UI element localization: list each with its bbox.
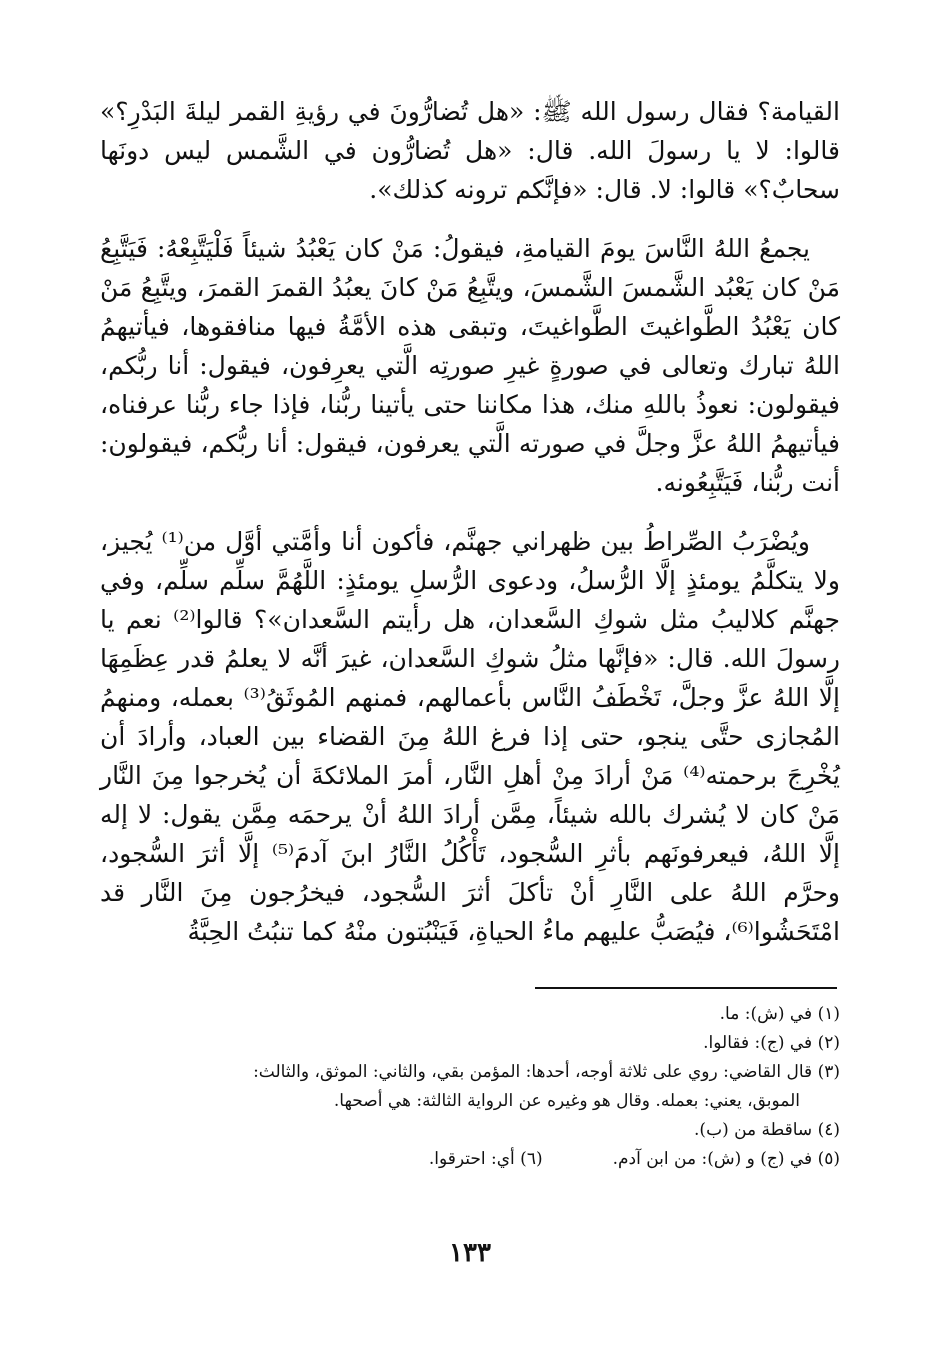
- footnote-5: (٥) في (ج) و (ش): من ابن آدم.: [612, 1149, 840, 1169]
- footnotes: [100, 1000, 840, 1174]
- footnote-6: (٦) أي: احترقوا.: [428, 1149, 543, 1169]
- footnote-1: (١) في (ش): ما.: [719, 1004, 840, 1024]
- main-text: [100, 92, 840, 951]
- footnote-3: (٣) قال القاضي: روي على ثلاثة أوجه، أحدها: المؤمن بقي، والثاني: الموثق، والثالث:: [253, 1062, 840, 1082]
- footnote-4: (٤) ساقطة من (ب).: [694, 1120, 840, 1140]
- footnote-row-5-6: [100, 1145, 840, 1174]
- paragraph-3: ويُضْرَبُ الصِّراطُ بين ظهراني جهنَّم، فأكون أنا وأمَّتي أوَّل من⁽¹⁾ يُجيز، ولا يتكلَّمُ يومئذٍ إلَّا الرُّسلُ، ودعوى الرُّسلِ يومئذٍ: اللَّهُمَّ سلِّم سلِّم، وفي جهنَّم كلاليبُ مثل شوكِ السَّعدان، هل رأيتم السَّعدان»؟ قالوا⁽²⁾ نعم يا رسولَ الله. قال: «فإنَّها مثلُ شوكِ السَّعدان، غيرَ أنَّه لا يعلمُ قدر عِظَمِهَا إلَّا اللهُ عزَّ وجلَّ، تَخْطَفُ النَّاس بأعمالهم، فمنهم المُوثَقُ⁽³⁾ بعمله، ومنهمُ المُجازى حتَّى ينجو، حتى إذا فرغ اللهُ مِنَ القضاء بين العباد، وأرادَ أن يُخْرِجَ برحمته⁽⁴⁾ مَنْ أرادَ مِنْ أهلِ النَّار، أمرَ الملائكةَ أن يُخرجوا مِنَ النَّار مَنْ كان لا يُشرك بالله شيئاً، مِمَّن أرادَ اللهُ أنْ يرحمَه مِمَّن يقول: لا إله إلَّا اللهُ، فيعرفونَهم بأثرِ السُّجود، تَأْكُلُ النَّارُ ابنَ آدمَ⁽⁵⁾ إلَّا أثرَ السُّجود، وحرَّم اللهُ على النَّارِ أنْ تأكلَ أثرَ السُّجود، فيخرُجون مِنَ النَّار قد امْتَحَشُوا⁽⁶⁾، فيُصَبُّ عليهم ماءُ الحياةِ، فَيَنْبُتون منْهُ كما تنبُتُ الحِبَّةُ: [100, 527, 840, 946]
- footnote-divider: [535, 987, 837, 989]
- page-number: ١٣٣: [449, 1238, 491, 1268]
- footnote-2: (٢) في (ج): فقالوا.: [703, 1033, 840, 1053]
- paragraph-2: يجمعُ اللهُ النَّاسَ يومَ القيامةِ، فيقولُ: مَنْ كان يَعْبُدُ شيئاً فَلْيَتَّبِعْهُ: فَيَتَّبِعُ مَنْ كان يَعْبُد الشَّمسَ الشَّمسَ، ويتَّبِعُ مَنْ كانَ يعبُدُ القمرَ القمرَ، ويتَّبِعُ مَنْ كان يَعْبُدُ الطَّواغيتَ الطَّواغيتَ، وتبقى هذه الأمَّةُ فيها منافقوها، فيأتيهمُ اللهُ تبارك وتعالى في صورةٍ غيرِ صورتِه الَّتي يعرِفون، فيقول: أنا ربُّكم، فيقولون: نعوذُ باللهِ منك، هذا مكاننا حتى يأتينا ربُّنا، فإذا جاء ربُّنا عرفناه، فيأتيهمُ اللهُ عزَّ وجلَّ في صورته الَّتي يعرفون، فيقول: أنا ربُّكم، فيقولون: أنت ربُّنا، فَيَتَّبِعُونه.: [100, 234, 840, 497]
- paragraph-1: القيامة؟ فقال رسول الله ﷺ: «هل تُضارُّونَ في رؤيةِ القمر ليلةَ البَدْرِ؟» قالوا: لا يا رسولَ الله. قال: «هل تُضارُّون في الشَّمس ليس دونَها سحابٌ؟» قالوا: لا. قال: «فإنَّكم ترونه كذلك».: [100, 97, 840, 204]
- footnote-3-continuation: الموبق، يعني: بعمله. وقال هو وغيره عن الرواية الثالثة: هي أصحها.: [333, 1091, 800, 1111]
